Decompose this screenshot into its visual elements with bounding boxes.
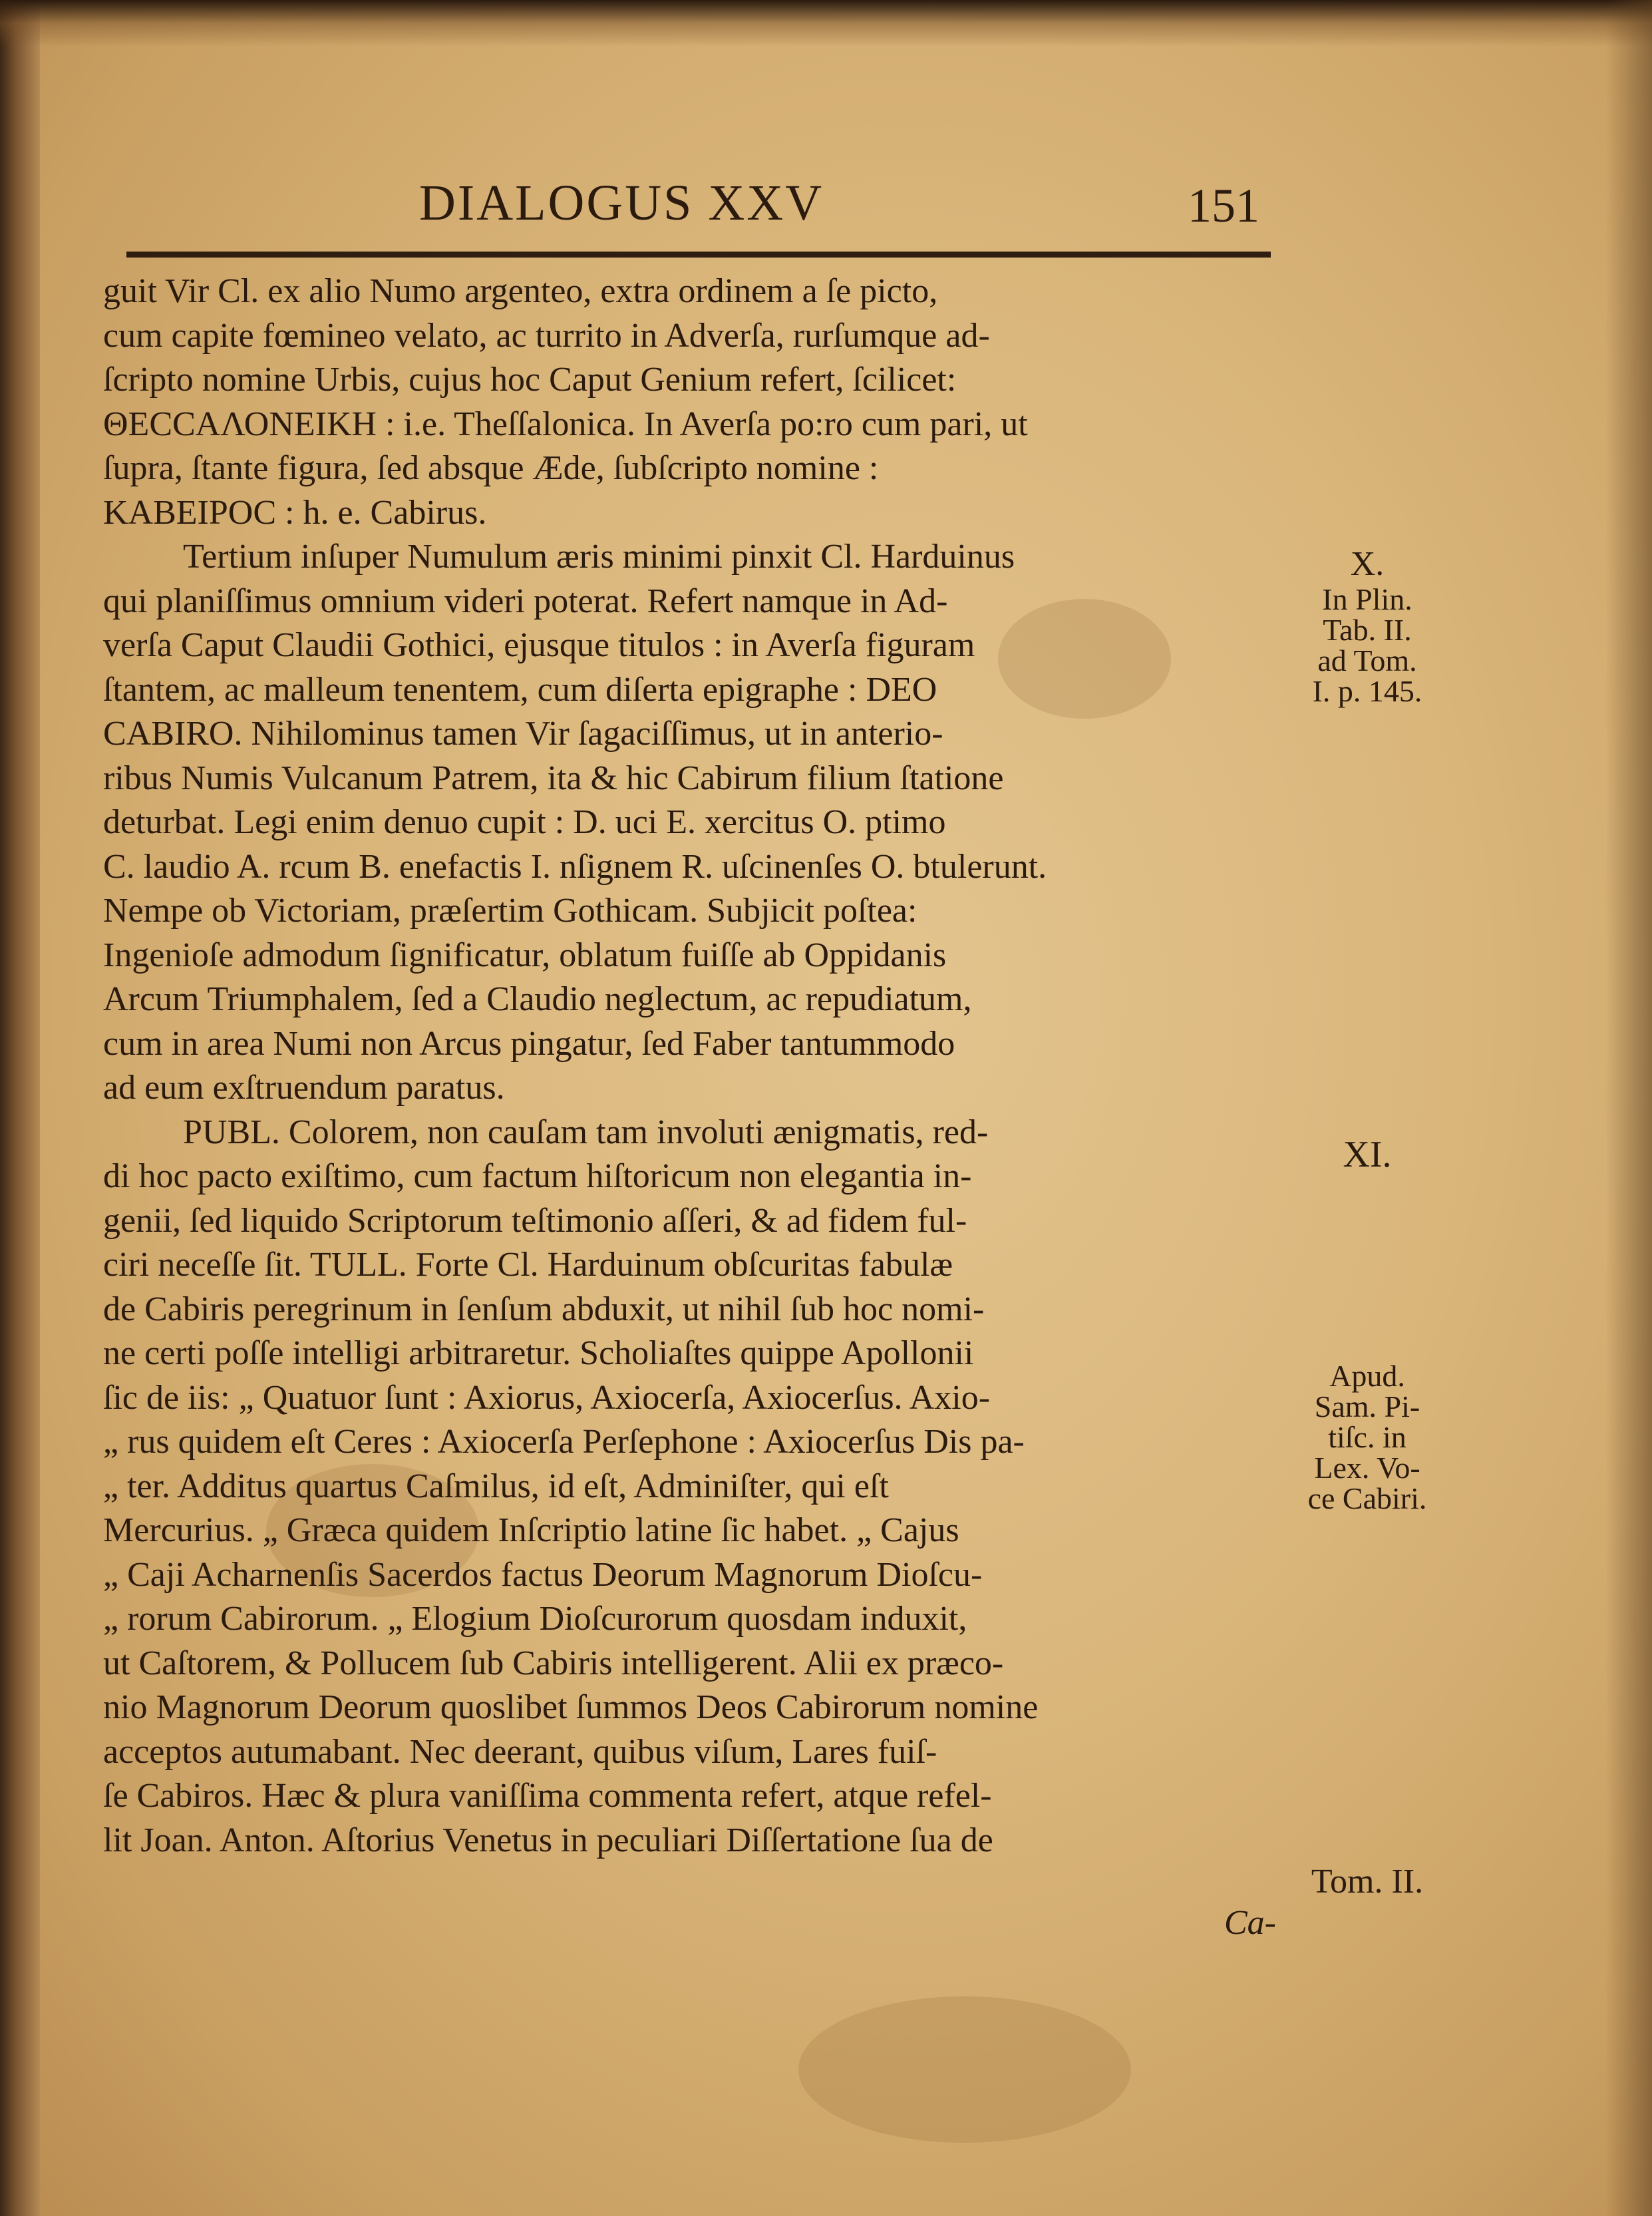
margin-note-xi: [1287, 1134, 1447, 1175]
text-line: ribus Numis Vulcanum Patrem, ita & hic Cabirum filium ſtatione: [103, 759, 1004, 797]
text-line: ſe Cabiros. Hæc & plura vaniſſima commenta refert, atque refel-: [103, 1777, 992, 1815]
catchword: Ca-: [1224, 1904, 1276, 1942]
main-text: [103, 270, 1281, 1863]
page-gutter: [0, 0, 40, 2216]
text-line: „ rorum Cabirorum. „ Elogium Dioſcurorum quosdam induxit,: [103, 1600, 967, 1638]
text-line: lit Joan. Anton. Aſtorius Venetus in peculiari Diſſertatione ſua de: [103, 1821, 993, 1859]
margin-note-line: Apud.: [1329, 1359, 1405, 1393]
text-line: ſic de iis: „ Quatuor ſunt : Axiorus, Axiocerſa, Axiocerſus. Axio-: [103, 1378, 991, 1417]
right-edge-shadow: [1605, 0, 1652, 2216]
text-line: cum capite fœmineo velato, ac turrito in Adverſa, rurſumque ad-: [103, 316, 990, 355]
margin-note-x: [1287, 544, 1447, 707]
text-line: ad eum exſtruendum paratus.: [103, 1069, 505, 1107]
text-line: cum in area Numi non Arcus pingatur, ſed Faber tantummodo: [103, 1024, 955, 1063]
text-line: qui planiſſimus omnium videri poterat. Refert namque in Ad-: [103, 582, 948, 620]
text-line: de Cabiris peregrinum in ſenſum abduxit, ut nihil ſub hoc nomi-: [103, 1290, 985, 1328]
margin-note-apud: [1287, 1361, 1447, 1514]
text-line: ne certi poſſe intelligi arbitraretur. Scholiaſtes quippe Apollonii: [103, 1334, 974, 1372]
margin-note-line: Lex. Vo-: [1314, 1451, 1420, 1485]
text-line: verſa Caput Claudii Gothici, ejusque titulos : in Averſa figuram: [103, 626, 975, 664]
margin-note-line: I. p. 145.: [1312, 674, 1422, 708]
text-line: guit Vir Cl. ex alio Numo argenteo, extra ordinem a ſe picto,: [103, 272, 938, 310]
running-head: DIALOGUS XXV: [419, 175, 824, 231]
text-line: CABIRO. Nihilominus tamen Vir ſagaciſſimus, ut in anterio-: [103, 715, 943, 753]
text-line: ΚΑΒΕΙΡΟϹ : h. e. Cabirus.: [103, 493, 487, 532]
margin-note-line: ce Cabiri.: [1307, 1481, 1427, 1515]
margin-note-line: XI.: [1343, 1134, 1392, 1175]
text-line: „ ter. Additus quartus Caſmilus, id eſt, Adminiſter, qui eſt: [103, 1467, 889, 1505]
text-line: ſcripto nomine Urbis, cujus hoc Caput Genium refert, ſcilicet:: [103, 361, 957, 399]
margin-note-line: In Plin.: [1322, 582, 1412, 616]
text-line: genii, ſed liquido Scriptorum teſtimonio aſſeri, & ad fidem ful-: [103, 1201, 967, 1240]
text-line: Nempe ob Victoriam, præſertim Gothicam. Subjicit poſtea:: [103, 892, 917, 930]
text-line: ſupra, ſtante figura, ſed absque Æde, ſubſcripto nomine :: [103, 449, 879, 487]
header-rule: [126, 252, 1271, 258]
text-line: PUBL. Colorem, non cauſam tam involuti ænigmatis, red-: [183, 1113, 989, 1151]
text-line: ciri neceſſe ſit. TULL. Forte Cl. Harduinum obſcuritas fabulæ: [103, 1246, 953, 1284]
text-line: nio Magnorum Deorum quoslibet ſummos Deos Cabirorum nomine: [103, 1688, 1039, 1726]
text-line: Arcum Triumphalem, ſed a Claudio neglectum, ac repudiatum,: [103, 980, 972, 1018]
text-line: ut Caſtorem, & Pollucem ſub Cabiris intelligerent. Alii ex præco-: [103, 1644, 1004, 1682]
margin-note-line: Tab. II.: [1323, 613, 1412, 647]
page-number: 151: [1188, 179, 1259, 232]
text-line: C. laudio A. rcum B. enefactis I. nſignem R. uſcinenſes O. btulerunt.: [103, 847, 1047, 886]
text-line: acceptos autumabant. Nec deerant, quibus viſum, Lares fuiſ-: [103, 1732, 937, 1771]
margin-note-line: tiſc. in: [1328, 1420, 1406, 1454]
margin-note-tom: [1287, 1863, 1447, 1901]
top-edge-shadow: [0, 0, 1652, 47]
text-line: deturbat. Legi enim denuo cupit : D. uci E. xercitus O. ptimo: [103, 803, 946, 841]
text-line: ſtantem, ac malleum tenentem, cum diſerta epigraphe : DEO: [103, 670, 937, 709]
text-line: Ingenioſe admodum ſignificatur, oblatum fuiſſe ab Oppidanis: [103, 936, 947, 974]
text-line: „ rus quidem eſt Ceres : Axiocerſa Perſephone : Axiocerſus Dis pa-: [103, 1423, 1025, 1461]
text-line: Tertium inſuper Numulum æris minimi pinxit Cl. Harduinus: [183, 538, 1015, 576]
margin-note-line: ad Tom.: [1317, 644, 1417, 677]
margin-note-line: Tom. II.: [1311, 1863, 1424, 1901]
text-line: Mercurius. „ Græca quidem Inſcriptio latine ſic habet. „ Cajus: [103, 1511, 959, 1549]
text-line: „ Caji Acharnenſis Sacerdos factus Deorum Magnorum Dioſcu-: [103, 1555, 983, 1594]
text-line: ΘΕϹϹΑΛΟΝΕΙΚΗ : i.e. Theſſalonica. In Averſa po:ro cum pari, ut: [103, 405, 1028, 443]
margin-note-line: X.: [1350, 545, 1385, 583]
text-line: di hoc pacto exiſtimo, cum factum hiſtoricum non elegantia in-: [103, 1157, 972, 1195]
margin-note-line: Sam. Pi-: [1314, 1389, 1420, 1423]
paper-stain: [798, 1996, 1131, 2143]
